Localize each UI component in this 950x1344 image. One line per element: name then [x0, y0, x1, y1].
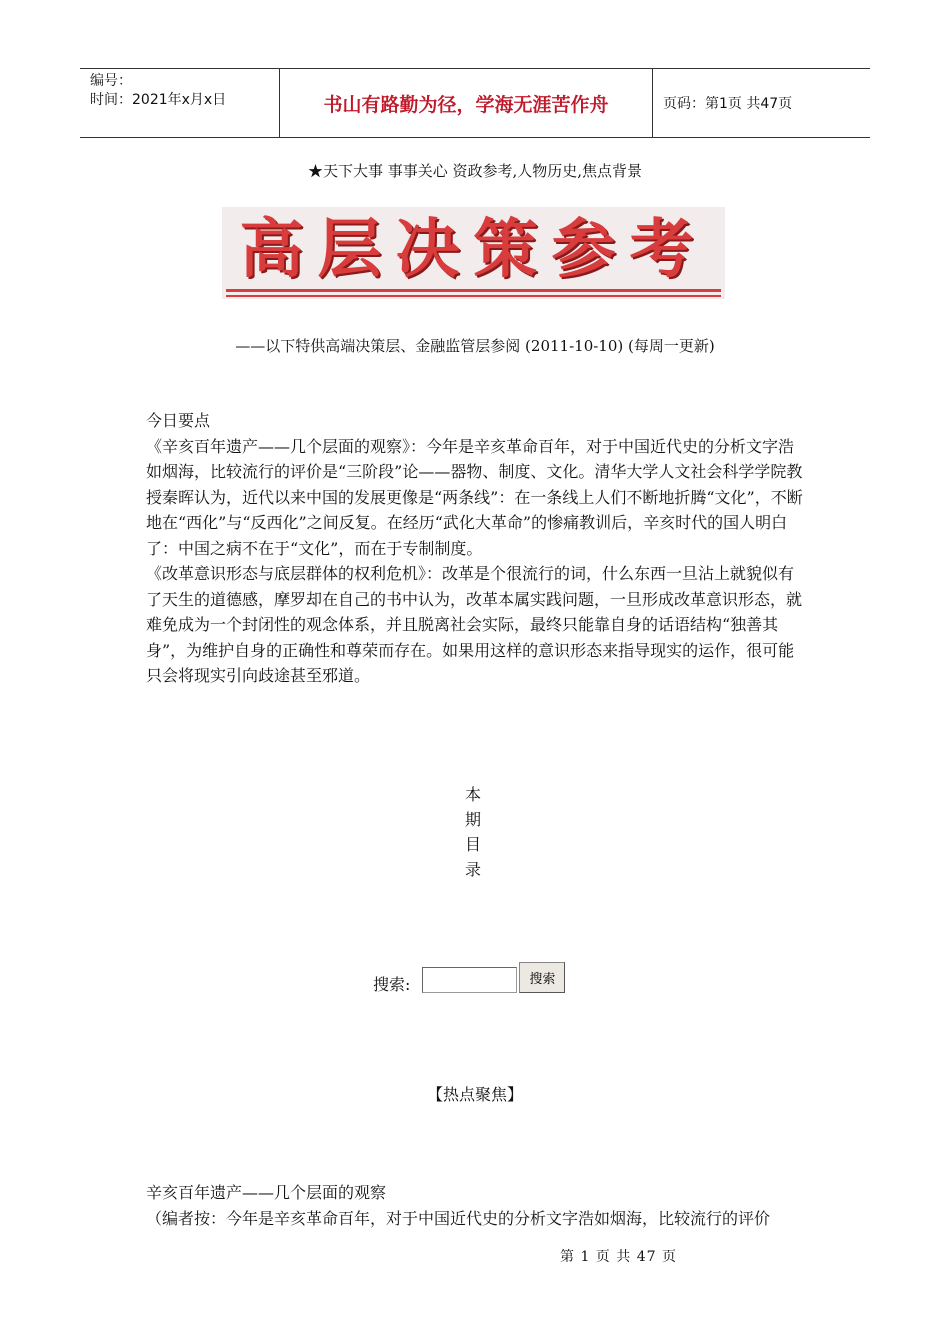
toc-heading [463, 782, 483, 882]
header-motto: 书山有路勤为径，学海无涯苦作舟 [280, 69, 653, 137]
summary-section [146, 408, 806, 689]
header-meta [80, 69, 280, 137]
banner-title: 高层决策参考 [239, 213, 708, 287]
toc-char: 目 [464, 835, 481, 854]
search-button[interactable]: 搜索 [519, 962, 565, 993]
summary-heading: 今日要点 [146, 411, 211, 430]
code-label: 编号： [90, 73, 132, 89]
search-bar [373, 962, 565, 993]
header-page-info: 页码：第1页 共47页 [663, 96, 793, 112]
toc-char: 本 [464, 785, 481, 804]
page-footer: 第 1 页 共 47 页 [560, 1249, 677, 1265]
summary-paragraph: 《辛亥百年遗产——几个层面的观察》：今年是辛亥革命百年，对于中国近代史的分析文字浩如烟海，比较流行的评价是“三阶段”论——器物、制度、文化。清华大学人文社会科学学院教授秦晖认为，近代以来中国的发展更像是“两条线”：在一条线上人们不断地折腾“文化”，不断地在“西化”与“反西化”之间反复。在经历“武化大革命”的惨痛教训后，辛亥时代的国人明白了：中国之病不在于“文化”，而在于专制制度。 [146, 436, 803, 558]
article-lead: （编者按：今年是辛亥革命百年，对于中国近代史的分析文字浩如烟海，比较流行的评价 [146, 1208, 771, 1228]
slogan: ★天下大事 事事关心 资政参考,人物历史,焦点背景 [307, 162, 643, 180]
summary-paragraph: 《改革意识形态与底层群体的权利危机》：改革是个很流行的词，什么东西一旦沾上就貌似有了天生的道德感，摩罗却在自己的书中认为，改革本属实践问题，一旦形成改革意识形态，就难免成为一个封闭性的观念体系，并且脱离社会实际，最终只能靠自身的话语结构“独善其身”，为维护自身的正确性和尊荣而存在。如果用这样的意识形态来指导现实的运作，很可能只会将现实引向歧途甚至邪道。 [146, 564, 803, 685]
search-input[interactable] [422, 967, 517, 993]
toc-char: 期 [464, 810, 481, 829]
banner-rule-bottom [226, 295, 721, 297]
subtitle: ——以下特供高端决策层、金融监管层参阅 (2011-10-10) (每周一更新) [235, 337, 715, 355]
time-label: 时间：2021年x月x日 [90, 92, 227, 108]
hot-focus-heading: 【热点聚焦】 [426, 1085, 523, 1104]
search-label: 搜索: [373, 975, 411, 994]
toc-char: 录 [464, 860, 481, 879]
document-header [80, 68, 870, 138]
title-banner [222, 207, 725, 299]
banner-rule-top [226, 289, 721, 292]
article-title: 辛亥百年遗产——几个层面的观察 [146, 1183, 387, 1202]
article-section [146, 1180, 806, 1231]
